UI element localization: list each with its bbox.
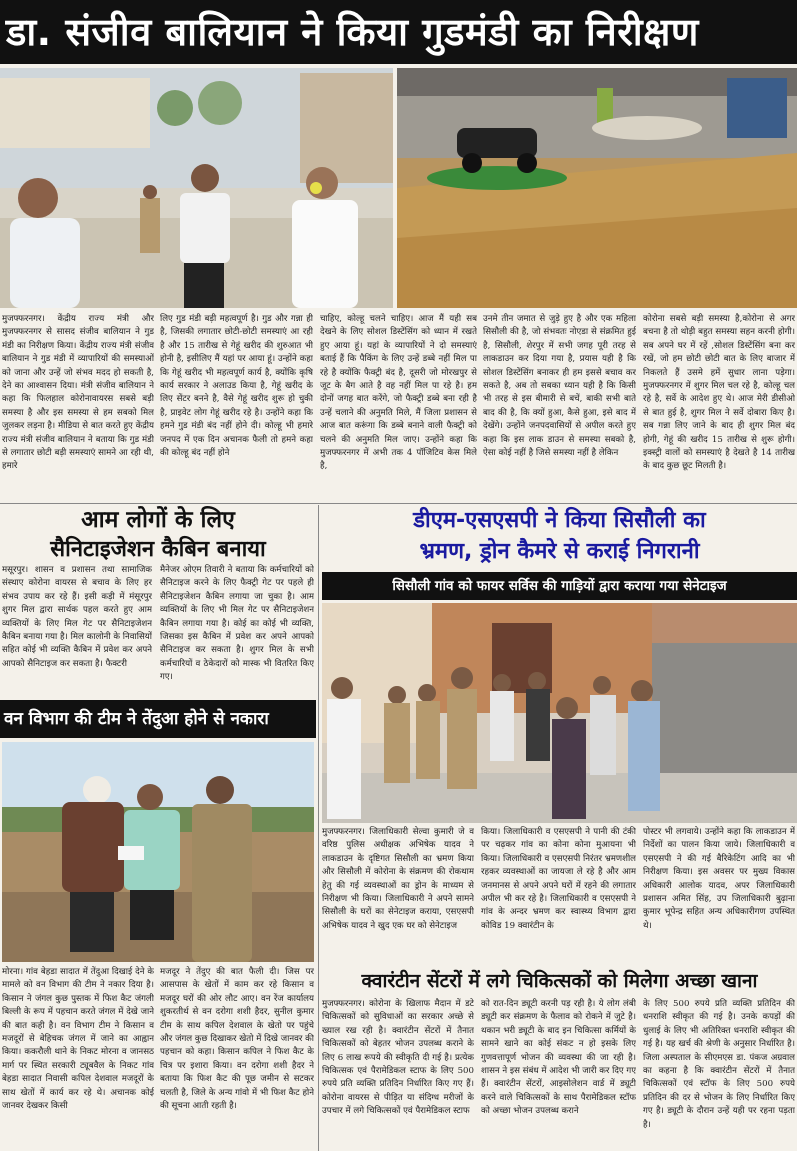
- divider: [0, 503, 797, 504]
- divider: [318, 505, 319, 1151]
- dm-ssp-subheadline-bar: [322, 572, 797, 600]
- photo-minister-inspection: [0, 68, 393, 308]
- main-headline-banner: [0, 0, 797, 64]
- photo-dm-ssp-visit: [322, 603, 797, 823]
- photo-forest-team: [2, 742, 314, 962]
- quarantine-column-1: मुजफ्फरनगर। कोरोना के खिलाफ मैदान में डटे चिकित्सकों को सुविधाओं का सरकार अच्छे से ख्याल रख रही है। क्वारंटीन सेंटरों में तैनात चिकित्सकों को बेहतर भोजन उपलब्ध कराने के लिए 6 लाख रूपये की स्वीकृति दी गई है। प्रत्येक चिकित्सक एवं पैरामेडिकल स्टाफ के लिए 500 रुपये प्रति व्यक्ति प्रतिदिन निर्धारित किए गए हैं। कोरोना वायरस से पीड़ित या संदिग्ध मरीजों के उपचार में लगे चिकित्सकों एवं पैरामेडिकल स्टाफ: [322, 999, 474, 1117]
- story1-column-2: लिए गुड मंडी बड़ी महत्वपूर्ण है। गुड और गन्ना ही है, जिसकी लगातार छोटी-छोटी समस्याएं आ रही है और 15 तारीख से गेहूं खरीद की शुरुआत भी होनी है, इसीलिए मैं यहां पर आया हूं। उन्होंने कहा कि गेहूं खरीद भी महत्वपूर्ण कार्य है, क्योंकि कृषि कार्य सरकार ने अलाउड किया है, गेहूं खरीद के लिए सेंटर बनने है, वैसे गेहूं खरीद शुरू हो चुकी है, प्राइवेट लोग गेहूं खरीद रहे है। उन्होंने कहा कि हमने गुड मंडी बंद नहीं होने दी। कोल्हू भी हमारे जनपद में एक दिन अचानक फैली तो हमने कहा की कोल्हू बंद नहीं होने: [160, 314, 313, 459]
- leopard-headline: वन विभाग की टीम ने तेंदुआ होने से नकारा: [4, 709, 269, 729]
- leopard-headline-bar: [0, 700, 316, 738]
- sanitization-headline-line1: आम लोगों के लिए: [81, 507, 235, 533]
- dm-ssp-headline-line2: भ्रमण, ड्रोन कैमरे से कराई निगरानी: [419, 539, 700, 564]
- story1-column-3: चाहिए, कोल्हू चलने चाहिए। आज मैं यही सब देखने के लिए सोशल डिस्टेंसिंग को ध्यान में रखते हुए आया हूं। यहां के व्यापारियों ने दो समस्याएं बताई हैं कि पैकिंग के लिए उन्हें डब्बे नहीं मिल पा रहे है क्योंकि फैक्ट्री बंद है, दूसरी जो मोरखपुर से जूट के बैग आते है वह नहीं मिल पा रहे है। हम दोनों जगह बात करेंगे, जो फैक्ट्री डब्बे बना रही है उन्हें चलाने की अनुमति मिले, मैं जिला प्रशासन से आज बात करूंगा कि डब्बे बनाने वाली फैक्ट्री को चलने की अनुमति मिल जाए। उन्होंने कहा कि मुजफ्फरनगर में अभी तक 4 पॉजिटिव केस मिले है,: [320, 314, 477, 472]
- main-headline: डा. संजीव बालियान ने किया गुडमंडी का निरीक्षण: [6, 10, 699, 54]
- story1-column-1: मुजफ्फरनगर। केंद्रीय राज्य मंत्री और मुजफ्फरनगर से सासद संजीव बालियान ने गुड मंडी का निरीक्षण किया। केंद्रीय राज्य मंत्री संजीव बालियान ने गुड मंडी में व्यापारियों की समस्याओं को जाना और उन्हें जो संभव मदद हो सकती है, देने का आश्वासन दिया। मंत्री संजीव बालियान ने कहा कि फिलहाल कोरोनावायरस सबसे बड़ी समस्या है और इस समस्या से हम सबको मिल जुलकर लड़ना है। मीडिया से बात करते हुए केंद्रीय राज्य मंत्री संजीव बालियान ने बताया कि गुड मंडी से लगातार छोटी बड़ी समस्याएं सामने आ रही थी, हमारे: [2, 314, 154, 472]
- quarantine-headline: क्वारंटीन सेंटरों में लगे चिकित्सकों को मिलेगा अच्छा खाना: [361, 970, 758, 992]
- story1-column-4: उनमे तीन जमात से जुड़े हुए है और एक महिला सिसौली की है, जो संभवतः नोएडा से संक्रमित हुई है, सिसौली, शेरपुर में सभी जगह पूरी तरह से लाकडाउन कर दिया गया है, प्रयास यही है कि सोशल डिस्टेंसिंग बनाकर ही हम इससे बचाव कर सकते है, अब तो सबका ध्यान यही है कि किसी भी तरह से इस बीमारी से बचें, बाकी सभी बाते बाद की है, कि क्यों हुआ, कैसे हुआ, इसे बाद में देखेंगे। उन्होंने जनपदवासियों से अपील करते हुए कहा कि इस लाक डाउन से समस्या सबको है, ऐसा कोई नहीं है जिसे समस्या नहीं है लेकिन: [483, 314, 636, 459]
- quarantine-column-2: को रात-दिन ड्यूटी करनी पड़ रही है। ये लोग लंबी ड्यूटी कर संक्रमण के फैलाव को रोकने में जुटे है। थकान भरी ड्यूटी के बाद इन चिकित्सा कर्मियों के सामने खाने का कोई संकट न हो इसके लिए गुणवत्तापूर्ण भोजन की व्यवस्था की जा रही है। शासन ने इस संबंध में आदेश भी जारी कर दिए गए हैं। क्वारंटीन सेंटरों, आइसोलेशन वार्ड में ड्यूटी करने वाले चिकित्सकों के साथ पैरामेडिकल स्टॉफ को अच्छा भोजन उपलब्ध कराने: [481, 999, 636, 1117]
- quarantine-column-3: के लिए 500 रुपये प्रति व्यक्ति प्रतिदिन की धनराशि स्वीकृत की गई है। उनके कपड़ों की धुलाई के लिए भी अतिरिक्त धनराशि स्वीकृत की गई है। यह खर्च की श्रेणी के अनुसार निर्धारित है। जिला अस्पताल के सीएमएस डा. पंकज अग्रवाल का कहना है कि क्वारंटीन सेंटरों में तैनात चिकित्सकों एवं स्टॉफ के लिए 500 रुपये प्रतिदिन की दर से भोजन के लिए निर्धारित किए गए है। ड्यूटी के दौरान उन्हें यही पर रहना पड़ता है।: [643, 999, 795, 1130]
- leopard-column-2: मजदूर ने तेंदुए की बात फैली दी। जिस पर आसपास के खेतों में काम कर रहे किसान व मजदूर घरों की ओर लौट आए। वन रेंज कार्यालय शुकरतीर्थ से वन दरोगा शशी हैदर, सुनील कुमार टीम के साथ कपिल देशवाल के खेतो पर पहुंचे और जंगल कुछ दिखाकर खेतो में दिखे जानवर की पहचान को कहा। किसान कपिल ने फिश कैट के चित्र पर इशारा किया। वन दरोगा शशी हैदर ने बताया कि फिश कैट की पूछ जमीन से सटकर चलती है, जिले के अन्य गांवो में भी फिश कैट होने की सूचना आती रहती है।: [160, 967, 314, 1112]
- photo-grain-mandi: [397, 68, 797, 308]
- dm-ssp-column-1: मुजफ्फरनगर। जिलाधिकारी सेल्वा कुमारी जे व वरिष्ठ पुलिस अधीक्षक अभिषेक यादव ने लाकडाउन के दृष्टिगत सिसौली का भ्रमण किया और सिसौली में कोरोना के संक्रमण की रोकथाम हेतु की गई व्यवस्थाओं का ड्रोन के माध्यम से निरीक्षण भी किया। जिलाधिकारी ने अपने सामने सिसौली के घरों का सेनेटाइज कराया, एसएसपी अभिषेक यादव ने खुद एक घर को सेनेटाइज: [322, 827, 474, 931]
- sanitization-column-2: मैनेजर ओएम तिवारी ने बताया कि कर्मचारियों को सैनिटाइज करने के लिए फैक्ट्री गेट पर पहले ही सैनिटाइजेशन कैबिन लगाया जा चुका है। आम व्यक्तियों के लिए भी मिल गेट पर सैनिटाइजेशन कैबिन लगाया गया है। कोई का कोई भी व्यक्ति, जिसका इस कैबिन में प्रवेश कर अपने आपको सैनिटाइज कर सकता है। शुगर मिल के सभी कर्मचारियों व ठेकेदारों को मास्क भी वितरित किए गए।: [160, 565, 314, 683]
- dm-ssp-headline-line1: डीएम-एसएसपी ने किया सिसौली का: [413, 508, 706, 533]
- dm-ssp-subheadline: सिसौली गांव को फायर सर्विस की गाड़ियों द्वारा कराया गया सेनेटाइज: [392, 578, 727, 594]
- leopard-column-1: मोरना। गांव बेहडा सादात में तेंदुआ दिखाई देने के मामले को वन विभाग की टीम ने नकार दिया है। किसान ने जंगल कुछ पुस्तक में फिश कैट जंगली बिल्ली के रूप में पहचान करते जंगल में देखे जाने की बात कही है। वन विभाग टीम ने किसान व मजदूरों से बेहिचक जंगल में जाने का आह्वान किया। ककरौली थाने के निकट मोरना व जानसठ मार्ग पर स्थित सरकारी ट्यूबवैल के निकट गांव बेहडा सादात निवासी कपिल देशवाल मजदूरों के साथ खेतों में कार्य कर रहे थे। अचानक कोई जानवर देखकर किसी: [2, 967, 154, 1112]
- sanitization-column-1: मसूरपुर। शासन व प्रशासन तथा सामाजिक संस्थाए कोरोना वायरस से बचाव के लिए हर संभव उपाय कर रहे हैं। इसी कड़ी में मंसूरपुर शुगर मिल द्वारा सार्थक पहल करते हुए आम व्यक्तियों के लिए मिल गेट पर सैनिटाइजेशन कैबिन बनाया गया है। मिल कालोनी के निवासियों सहित कोई भी व्यक्ति कैबिन में प्रवेश कर अपने आपको सैनिटाइज कर सकता है। फैक्टरी: [2, 565, 152, 669]
- dm-ssp-column-2: किया। जिलाधिकारी व एसएसपी ने पानी की टंकी पर चढ़कर गांव का कोना कोना मुआयना भी किया। जिलाधिकारी व एसएसपी निरंतर भ्रमणशील रहकर व्यवस्थाओं का जायजा ले रहे है और आम जनमानस से अपने अपने घरों में रहने की लगातार अपील भी कर रहे है। जिलाधिकारी व एसएसपी ने गांव के अन्दर भ्रमण कर स्वास्थ्य विभाग द्वारा कोविड 19 क्वारंटीन के: [481, 827, 636, 931]
- sanitization-headline-line2: सैनिटाइजेशन कैबिन बनाया: [50, 537, 266, 562]
- story1-column-5: कोरोना सबसे बड़ी समस्या है,कोरोना से अगर बचना है तो थोड़ी बहुत समस्या सहन करनी होगी। सब अपने घर में रहें ,सोशल डिस्टेंसिंग बना कर रखें, जो हम छोटी छोटी बात के लिए बाजार में निकलते हैं उसमे हमें सुधार लाना पड़ेगा। मुजफ्फरनगर में शुगर मिल चल रहे है, कोल्हू चल रहे है, सर्वे के आदेश हुए थे। आज मेरी डीसीओ से बात हुई है, शुगर मिल ने सर्वे दोबारा किए है। सब गन्ना लिए जाने के बाद ही शुगर मिल बंद होगी, गेहूं की खरीद 15 तारीख से शुरू होगी। इक्स्ट्री वालों को समस्याएं है देखते है 14 तारीख के बाद कुछ छूट मिलती है।: [643, 314, 795, 472]
- dm-ssp-column-3: पोस्टर भी लगवाये। उन्होंने कहा कि लाकडाउन में निर्देशों का पालन किया जाये। जिलाधिकारी व एसएसपी ने की गई बैरिकेटिंग आदि का भी निरीक्षण किया। इस अवसर पर मुख्य विकास अधिकारी आलोक यादव, अपर जिलाधिकारी प्रशासन अमित सिंह, उप जिलाधिकारी बुढ़ाना कुमार भूपेन्द्र सहित अन्य अधिकारीगण उपस्थित थे।: [643, 827, 795, 931]
